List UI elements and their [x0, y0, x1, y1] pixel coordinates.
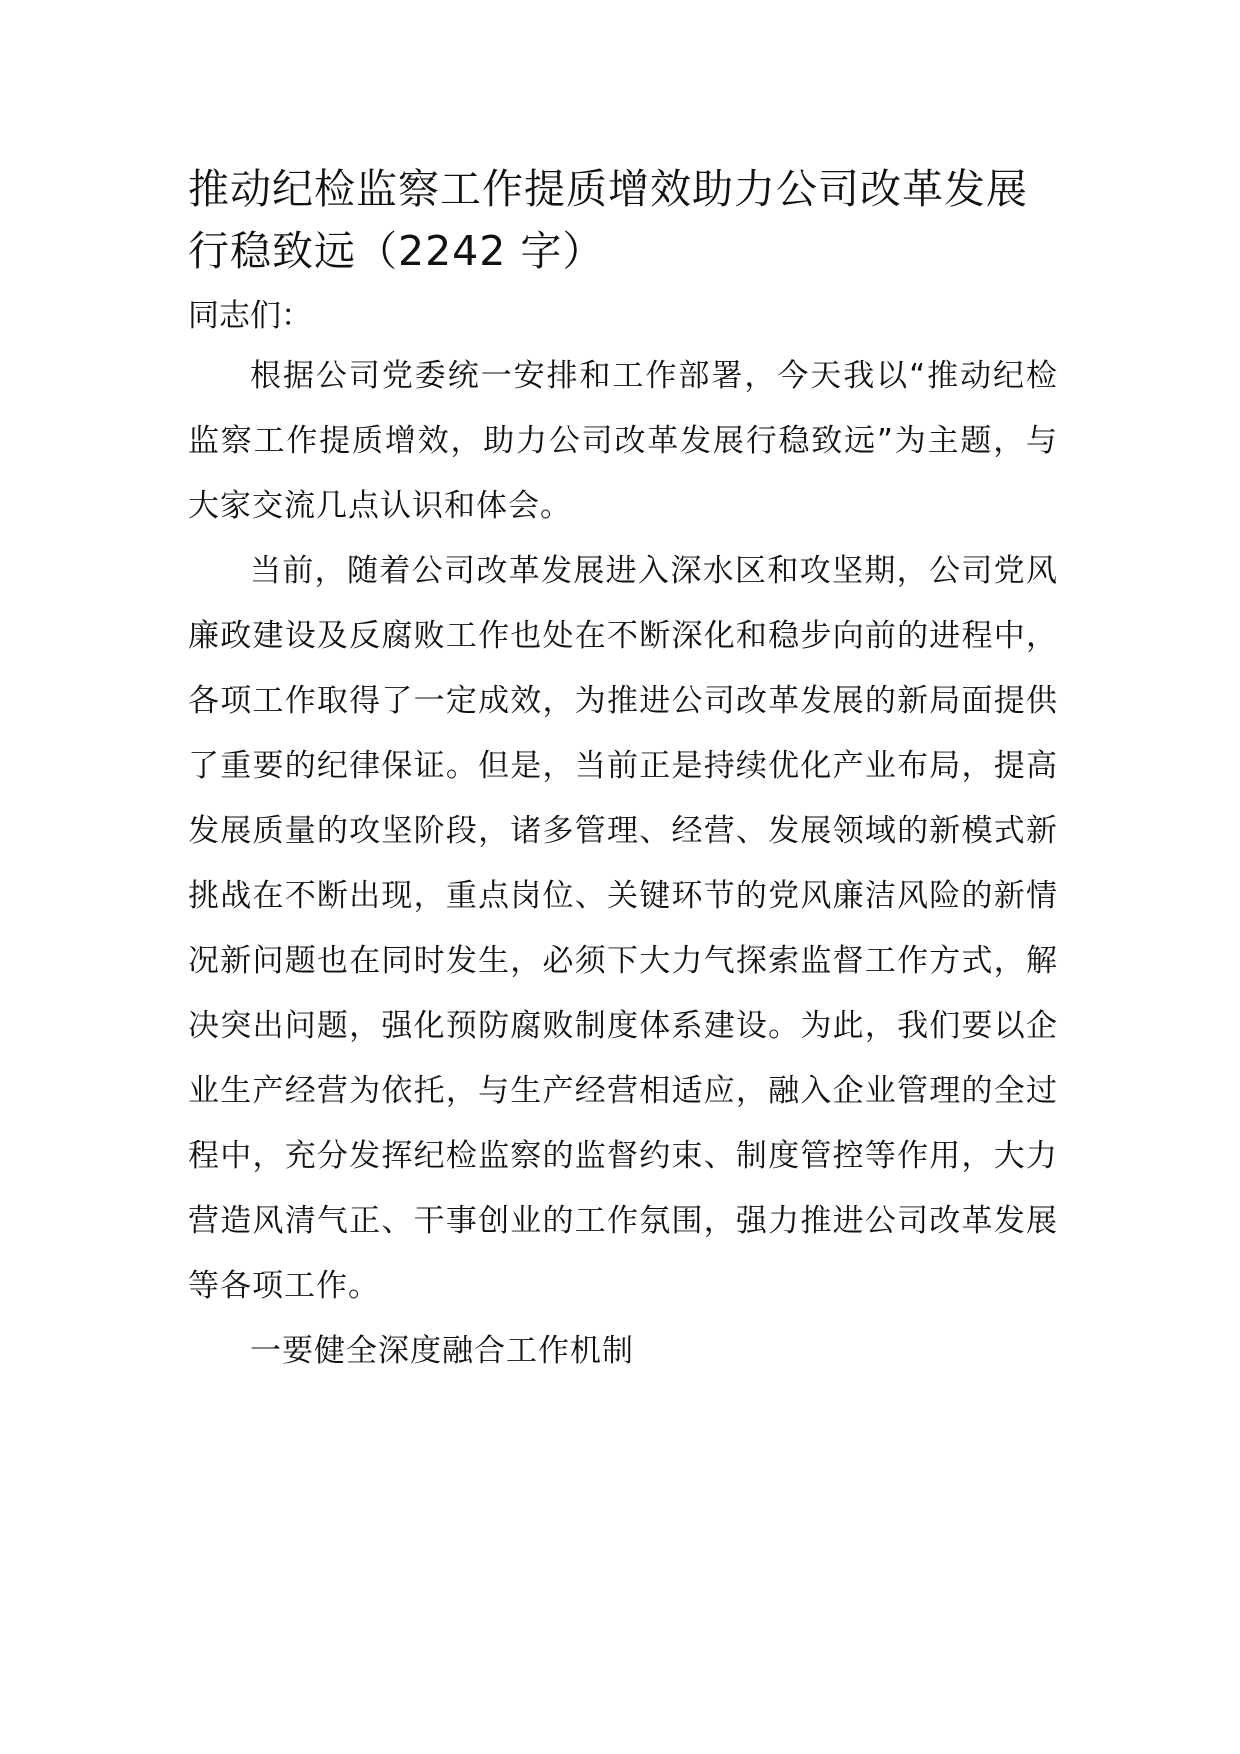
document-page — [188, 158, 1058, 1384]
document-title: 推动纪检监察工作提质增效助力公司改革发展行稳致远（2242 字） — [188, 165, 1028, 275]
paragraph-intro: 根据公司党委统一安排和工作部署，今天我以“推动纪检监察工作提质增效，助力公司改革发展行稳致远”为主题，与大家交流几点认识和体会。 — [188, 358, 1058, 524]
salutation: 同志们： — [188, 298, 312, 334]
paragraph-context: 当前，随着公司改革发展进入深水区和攻坚期，公司党风廉政建设及反腐败工作也处在不断深化和稳步向前的进程中，各项工作取得了一定成效，为推进公司改革发展的新局面提供了重要的纪律保证。但是，当前正是持续优化产业布局，提高发展质量的攻坚阶段，诸多管理、经营、发展领域的新模式新挑战在不断出现，重点岗位、关键环节的党风廉洁风险的新情况新问题也在同时发生，必须下大力气探索监督工作方式，解决突出问题，强化预防腐败制度体系建设。为此，我们要以企业生产经营为依托，与生产经营相适应，融入企业管理的全过程中，充分发挥纪检监察的监督约束、制度管控等作用，大力营造风清气正、干事创业的工作氛围，强力推进公司改革发展等各项工作。 — [188, 553, 1058, 1304]
section-heading: 一要健全深度融合工作机制 — [250, 1333, 634, 1369]
